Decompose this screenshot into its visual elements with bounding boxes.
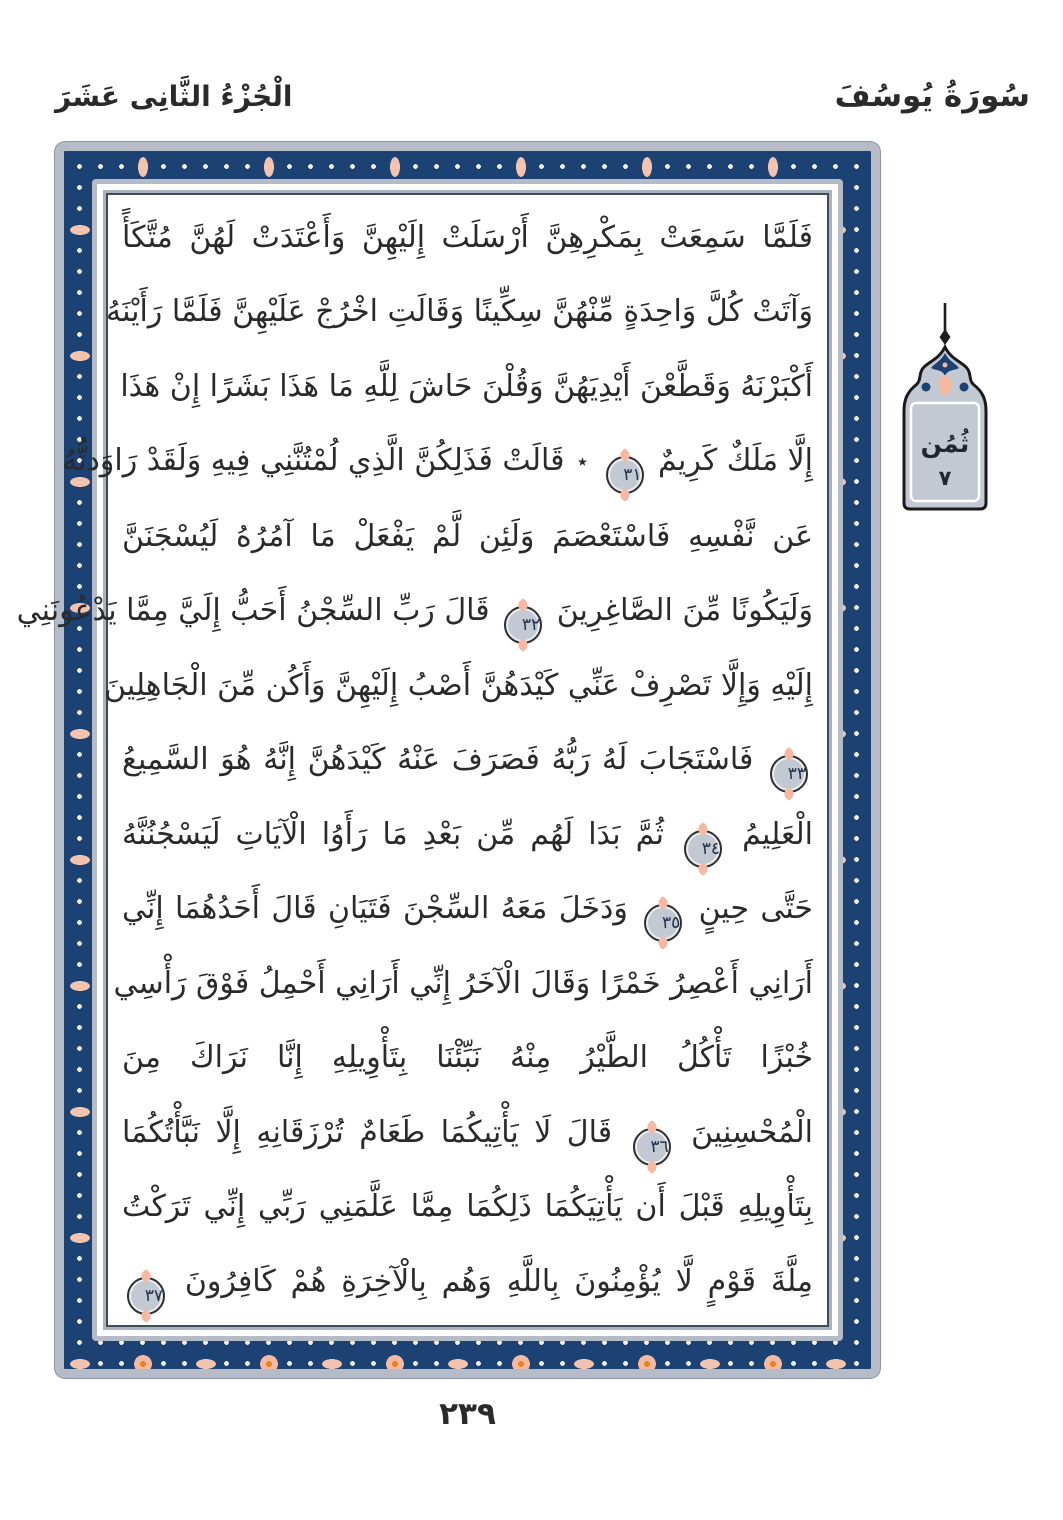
inner-silver-band — [16, 179, 843, 1341]
quran-line — [122, 798, 813, 872]
quran-line — [122, 1170, 813, 1244]
quran-line — [62, 424, 813, 499]
rub-el-hizb-icon: ٭ — [577, 449, 588, 474]
quran-line — [122, 1096, 813, 1170]
quran-lines — [16, 201, 813, 1319]
quran-text-segment: فَلَمَّا سَمِعَتْ بِمَكْرِهِنَّ أَرْسَلَتْ إِلَيْهِنَّ وَأَعْتَدَتْ لَهُنَّ مُتَّكَأً — [122, 220, 813, 255]
ornamental-border-frame — [16, 142, 880, 1378]
quran-line — [16, 574, 813, 648]
ayah-number-medallion: ٣٣ — [770, 755, 808, 793]
quran-text-segment: عَن نَّفْسِهِ فَاسْتَعْصَمَ وَلَئِن لَّمْ يَفْعَلْ مَا آمُرُهُ لَيُسْجَنَنَّ — [122, 518, 813, 554]
quran-text-segment: الْمُحْسِنِينَ — [691, 1114, 813, 1150]
running-head — [55, 66, 1030, 126]
quran-line — [122, 723, 813, 797]
quran-line — [113, 947, 813, 1021]
quran-text-segment: أَرَانِي أَعْصِرُ خَمْرًا وَقَالَ الْآخَرُ إِنِّي أَرَانِي أَحْمِلُ فَوْقَ رَأْسِي — [113, 965, 813, 1001]
page-number: ٢٣٩ — [439, 1396, 496, 1432]
quran-text-segment: مِلَّةَ قَوْمٍ لَّا يُؤْمِنُونَ بِاللَّهِ وَهُم بِالْآخِرَةِ هُمْ كَافِرُونَ — [184, 1263, 813, 1299]
quran-text-segment: الْعَلِيمُ — [742, 816, 813, 852]
inner-white-margin — [16, 184, 838, 1336]
thumn-value: ٧ — [938, 466, 952, 490]
quran-text-segment: قَالَ رَبِّ السِّجْنُ أَحَبُّ إِلَيَّ مِمَّا يَدْعُونَنِي — [16, 593, 490, 629]
quran-text-segment: خُبْزًا تَأْكُلُ الطَّيْرُ مِنْهُ نَبِّئْنَا بِتَأْوِيلِهِ إِنَّا نَرَاكَ مِنَ — [122, 1040, 813, 1076]
surah-title: سُورَةُ يُوسُفَ — [834, 78, 1030, 114]
quran-text-segment: ثُمَّ بَدَا لَهُم مِّن بَعْدِ مَا رَأَوُا الْآيَاتِ لَيَسْجُنُنَّهُ — [122, 816, 664, 852]
quran-line — [122, 201, 813, 275]
thumn-marker-badge — [895, 303, 995, 515]
quran-line — [122, 872, 813, 946]
quran-text-segment: قَالَ لَا يَأْتِيكُمَا طَعَامٌ تُرْزَقَانِهِ إِلَّا نَبَّأْتُكُمَا — [122, 1114, 613, 1150]
text-rule-frame — [16, 193, 829, 1327]
juz-title: الْجُزْءُ الثَّانِى عَشَرَ — [55, 79, 293, 113]
quran-text-segment: قَالَتْ فَذَلِكُنَّ الَّذِي لُمْتُنَّنِي فِيهِ وَلَقَدْ رَاوَدتُّهُ — [62, 443, 565, 479]
quran-text-segment: بِتَأْوِيلِهِ قَبْلَ أَن يَأْتِيَكُمَا ذَلِكُمَا مِمَّا عَلَّمَنِي رَبِّي إِنِّي تَرَكْتُ — [122, 1189, 813, 1225]
ayah-number-medallion: ٣٤ — [684, 830, 722, 868]
quran-text-segment: حَتَّى حِينٍ — [698, 891, 813, 927]
ayah-number-medallion: ٣٢ — [504, 606, 542, 644]
quran-text-segment: إِلَّا مَلَكٌ كَرِيمٌ — [658, 443, 813, 479]
quran-text-segment: إِلَيْهِ وَإِلَّا تَصْرِفْ عَنِّي كَيْدَهُنَّ أَصْبُ إِلَيْهِنَّ وَأَكُن مِّنَ الْجَاهِلِينَ — [103, 667, 813, 703]
thumn-label: ثُمُن — [920, 429, 970, 458]
quran-text-segment: أَكْبَرْنَهُ وَقَطَّعْنَ أَيْدِيَهُنَّ وَقُلْنَ حَاشَ لِلَّهِ مَا هَذَا بَشَرًا إِنْ هَذَا — [120, 368, 813, 404]
quran-text-segment: وَدَخَلَ مَعَهُ السِّجْنَ فَتَيَانِ قَالَ أَحَدُهُمَا إِنِّي — [122, 891, 628, 927]
quran-line — [122, 500, 813, 574]
quran-line — [103, 649, 813, 723]
ayah-number-medallion: ٣٥ — [644, 904, 682, 942]
quran-line — [122, 1245, 813, 1319]
quran-text-segment: وَآتَتْ كُلَّ وَاحِدَةٍ مِّنْهُنَّ سِكِّينًا وَقَالَتِ اخْرُجْ عَلَيْهِنَّ فَلَمَّا رَأَيْنَهُ — [105, 294, 813, 330]
quran-text-segment: وَلَيَكُونًا مِّنَ الصَّاغِرِينَ — [556, 593, 813, 629]
quran-line — [105, 275, 813, 349]
ayah-number-medallion: ٣٧ — [127, 1277, 165, 1315]
ayah-number-medallion: ٣٦ — [633, 1128, 671, 1166]
quran-text-segment: فَاسْتَجَابَ لَهُ رَبُّهُ فَصَرَفَ عَنْهُ كَيْدَهُنَّ إِنَّهُ هُوَ السَّمِيعُ — [122, 742, 754, 778]
quran-line — [122, 1021, 813, 1095]
quran-line — [122, 350, 813, 424]
ayah-number-medallion: ٣١ — [606, 456, 644, 494]
